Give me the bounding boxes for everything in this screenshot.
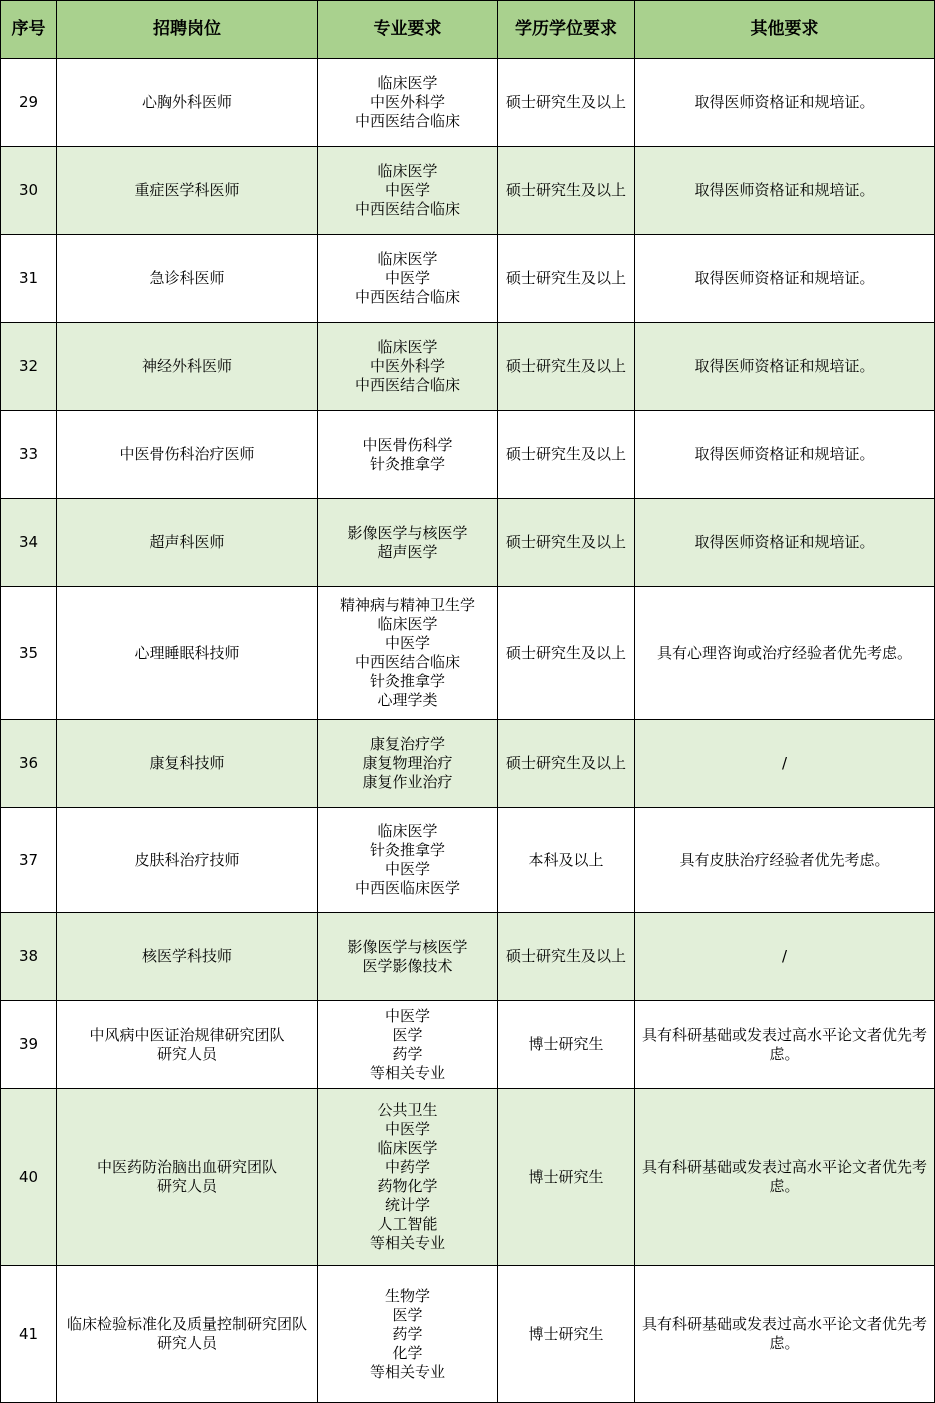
row-number: 30 <box>1 147 57 235</box>
degree-cell: 博士研究生 <box>498 1266 635 1403</box>
table-row <box>1 1089 935 1266</box>
major-item: 针灸推拿学 <box>369 841 445 859</box>
position-line: 心理睡眠科技师 <box>134 643 240 662</box>
table-row <box>1 59 935 147</box>
row-number: 35 <box>1 587 57 720</box>
major-item: 中西医结合临床 <box>354 288 460 306</box>
other-requirement-cell: 具有皮肤治疗经验者优先考虑。 <box>635 808 935 913</box>
position-cell <box>57 1089 318 1266</box>
major-item: 超声医学 <box>377 542 438 561</box>
table-row <box>1 808 935 913</box>
row-number: 41 <box>1 1266 57 1403</box>
major-item: 中西医结合临床 <box>354 200 460 218</box>
row-number: 33 <box>1 411 57 499</box>
major-item: 影像医学与核医学 <box>347 937 468 956</box>
degree-cell: 硕士研究生及以上 <box>498 411 635 499</box>
major-item: 临床医学 <box>377 1139 438 1157</box>
major-item: 公共卫生 <box>377 1101 438 1119</box>
major-item: 医学 <box>392 1025 423 1044</box>
table-row <box>1 235 935 323</box>
row-number: 31 <box>1 235 57 323</box>
major-cell <box>318 323 498 411</box>
major-item: 临床医学 <box>377 338 438 356</box>
major-item: 医学 <box>392 1305 423 1324</box>
position-cell <box>57 147 318 235</box>
position-cell <box>57 499 318 587</box>
row-number: 36 <box>1 720 57 808</box>
position-line: 超声科医师 <box>149 533 225 551</box>
major-item: 药学 <box>392 1044 423 1063</box>
major-item: 中医学 <box>384 1120 430 1138</box>
major-item: 临床医学 <box>377 615 438 633</box>
row-number: 39 <box>1 1001 57 1089</box>
table-row <box>1 147 935 235</box>
major-item: 针灸推拿学 <box>369 454 445 473</box>
header-degree: 学历学位要求 <box>498 1 635 59</box>
position-line: 中医骨伤科治疗医师 <box>119 445 255 463</box>
major-item: 药学 <box>392 1324 423 1343</box>
position-cell <box>57 323 318 411</box>
position-line: 研究人员 <box>156 1334 217 1352</box>
other-requirement-cell: 取得医师资格证和规培证。 <box>635 323 935 411</box>
position-line: 重症医学科医师 <box>134 181 240 199</box>
position-line: 临床检验标准化及质量控制研究团队 <box>66 1315 307 1333</box>
major-item: 临床医学 <box>377 162 438 180</box>
major-item: 人工智能 <box>377 1215 438 1233</box>
position-line: 中医药防治脑出血研究团队 <box>96 1158 277 1176</box>
major-item: 中医学 <box>384 860 430 878</box>
position-line: 中风病中医证治规律研究团队 <box>89 1025 285 1044</box>
major-item: 统计学 <box>384 1196 430 1214</box>
degree-cell: 本科及以上 <box>498 808 635 913</box>
degree-cell: 硕士研究生及以上 <box>498 499 635 587</box>
other-requirement-cell: 取得医师资格证和规培证。 <box>635 235 935 323</box>
position-line: 康复科技师 <box>149 754 225 772</box>
major-item: 中医外科学 <box>369 357 445 375</box>
position-cell <box>57 1266 318 1403</box>
major-item: 中医外科学 <box>369 93 445 111</box>
header-row <box>1 1 935 59</box>
major-cell <box>318 59 498 147</box>
major-item: 中医学 <box>384 269 430 287</box>
major-item: 等相关专业 <box>369 1362 445 1381</box>
table-row <box>1 499 935 587</box>
major-cell <box>318 411 498 499</box>
major-item: 临床医学 <box>377 822 438 840</box>
position-line: 核医学科技师 <box>141 947 232 965</box>
other-requirement-cell: 具有科研基础或发表过高水平论文者优先考虑。 <box>635 1089 935 1266</box>
position-cell <box>57 587 318 720</box>
major-cell <box>318 235 498 323</box>
position-line: 心胸外科医师 <box>141 93 232 111</box>
degree-cell: 硕士研究生及以上 <box>498 235 635 323</box>
row-number: 38 <box>1 913 57 1001</box>
table-row <box>1 1001 935 1089</box>
major-cell <box>318 1001 498 1089</box>
position-cell <box>57 913 318 1001</box>
header-other: 其他要求 <box>635 1 935 59</box>
table-row <box>1 323 935 411</box>
major-item: 等相关专业 <box>369 1234 445 1252</box>
major-item: 精神病与精神卫生学 <box>339 596 475 614</box>
position-line: 皮肤科治疗技师 <box>134 850 240 869</box>
degree-cell: 硕士研究生及以上 <box>498 587 635 720</box>
major-item: 中医骨伤科学 <box>362 435 453 454</box>
degree-cell: 博士研究生 <box>498 1001 635 1089</box>
major-item: 中西医结合临床 <box>354 653 460 671</box>
major-cell <box>318 499 498 587</box>
other-requirement-cell: 具有科研基础或发表过高水平论文者优先考虑。 <box>635 1001 935 1089</box>
major-item: 药物化学 <box>377 1177 438 1195</box>
position-cell <box>57 1001 318 1089</box>
degree-cell: 硕士研究生及以上 <box>498 323 635 411</box>
table-row <box>1 1266 935 1403</box>
major-cell <box>318 913 498 1001</box>
other-requirement-cell: 具有心理咨询或治疗经验者优先考虑。 <box>635 587 935 720</box>
degree-cell: 硕士研究生及以上 <box>498 913 635 1001</box>
major-item: 中医学 <box>384 634 430 652</box>
major-item: 中医学 <box>384 181 430 199</box>
other-requirement-cell: 取得医师资格证和规培证。 <box>635 147 935 235</box>
position-line: 研究人员 <box>156 1044 217 1063</box>
major-item: 等相关专业 <box>369 1063 445 1082</box>
other-requirement-cell: / <box>635 913 935 1001</box>
major-item: 影像医学与核医学 <box>347 523 468 542</box>
row-number: 34 <box>1 499 57 587</box>
other-requirement-cell: 取得医师资格证和规培证。 <box>635 59 935 147</box>
row-number: 40 <box>1 1089 57 1266</box>
major-item: 康复物理治疗 <box>362 754 453 772</box>
degree-cell: 硕士研究生及以上 <box>498 720 635 808</box>
table-row <box>1 913 935 1001</box>
major-item: 中西医结合临床 <box>354 112 460 130</box>
major-item: 中医学 <box>384 1006 430 1025</box>
position-cell <box>57 808 318 913</box>
header-major: 专业要求 <box>318 1 498 59</box>
degree-cell: 博士研究生 <box>498 1089 635 1266</box>
position-cell <box>57 720 318 808</box>
major-item: 康复治疗学 <box>369 735 445 753</box>
major-item: 针灸推拿学 <box>369 672 445 690</box>
major-item: 中西医临床医学 <box>354 879 460 897</box>
other-requirement-cell: 具有科研基础或发表过高水平论文者优先考虑。 <box>635 1266 935 1403</box>
other-requirement-cell: / <box>635 720 935 808</box>
position-cell <box>57 235 318 323</box>
major-item: 生物学 <box>384 1286 430 1305</box>
major-cell <box>318 1089 498 1266</box>
row-number: 32 <box>1 323 57 411</box>
position-line: 研究人员 <box>156 1177 217 1195</box>
header-no: 序号 <box>1 1 57 59</box>
major-item: 化学 <box>392 1343 423 1362</box>
major-item: 中药学 <box>384 1158 430 1176</box>
degree-cell: 硕士研究生及以上 <box>498 59 635 147</box>
row-number: 37 <box>1 808 57 913</box>
major-cell <box>318 720 498 808</box>
other-requirement-cell: 取得医师资格证和规培证。 <box>635 499 935 587</box>
table-row <box>1 587 935 720</box>
header-position: 招聘岗位 <box>57 1 318 59</box>
major-item: 临床医学 <box>377 74 438 92</box>
major-cell <box>318 587 498 720</box>
degree-cell: 硕士研究生及以上 <box>498 147 635 235</box>
table-row <box>1 411 935 499</box>
major-cell <box>318 1266 498 1403</box>
position-line: 急诊科医师 <box>149 269 225 287</box>
major-item: 医学影像技术 <box>362 956 453 975</box>
major-cell <box>318 147 498 235</box>
major-item: 临床医学 <box>377 250 438 268</box>
position-cell <box>57 411 318 499</box>
position-cell <box>57 59 318 147</box>
major-item: 中西医结合临床 <box>354 376 460 394</box>
major-item: 心理学类 <box>377 691 438 709</box>
position-line: 神经外科医师 <box>141 357 232 375</box>
major-cell <box>318 808 498 913</box>
table-row <box>1 720 935 808</box>
row-number: 29 <box>1 59 57 147</box>
major-item: 康复作业治疗 <box>362 773 453 791</box>
other-requirement-cell: 取得医师资格证和规培证。 <box>635 411 935 499</box>
